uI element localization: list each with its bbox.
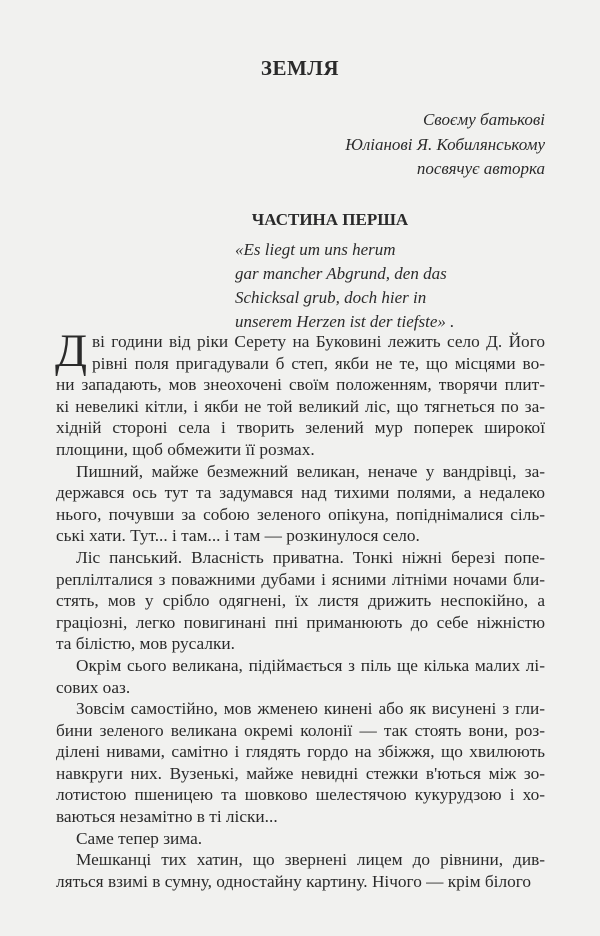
epigraph-line: Schicksal grub, doch hier in	[235, 288, 427, 307]
chapter-title: ЗЕМЛЯ	[260, 56, 340, 80]
paragraph	[56, 461, 545, 547]
text-line: сових оаз.	[56, 677, 131, 697]
part-title: ЧАСТИНА ПЕРША	[251, 210, 409, 229]
text-line: навкруги них. Вузенькі, майже невидні стежки в'ються між зо-	[56, 763, 545, 783]
dedication-line: посвячує авторка	[416, 159, 545, 178]
text-line: площини, щоб обмежити її розмах.	[56, 439, 315, 459]
dedication-line: Своєму батькові	[422, 110, 545, 129]
paragraph	[56, 331, 545, 461]
text-line: Ліс панський. Власність приватна. Тонкі ніжні березі попе-	[76, 547, 545, 567]
text-line: хідній стороні села і творить зелений мур поперек широкої	[56, 418, 545, 438]
text-line: бини зеленого великана окремі колонії — так стоять вони, роз-	[56, 720, 545, 740]
epigraph-line: unserem Herzen ist der tiefste» .	[235, 312, 455, 331]
text-line: рівні поля пригадували б степ, якби не те, що місцями во-	[92, 353, 545, 373]
text-line: та білістю, мов русалки.	[56, 634, 235, 654]
text-line: ни западають, мов знеохочені своїм положенням, творячи плит-	[56, 375, 545, 395]
text-line: ські хати. Тут... і там... і там — розкинулося село.	[56, 526, 420, 546]
text-line: Зовсім самостійно, мов жменею кинені або як висунені з гли-	[76, 699, 545, 719]
epigraph-line: gar mancher Abgrund, den das	[235, 264, 447, 283]
paragraph	[56, 547, 545, 655]
text-line: ві години від ріки Серету на Буковині лежить село Д. Його	[92, 332, 545, 351]
drop-cap: Д	[55, 325, 88, 377]
text-line: стять, мов у срібло одягнені, їх листя дрижить неспокійно, а	[56, 591, 545, 611]
paragraph	[56, 698, 545, 828]
text-line: Саме тепер зима.	[76, 828, 203, 848]
epigraph	[235, 238, 545, 334]
epigraph-line: «Es liegt um uns herum	[235, 240, 396, 259]
text-line: нього, почувши за собою зеленого опікуна, попіднімалися сіль-	[56, 504, 545, 524]
paragraph	[56, 828, 545, 850]
text-line: ділені нивами, самітно і глядять гордо на збіжжя, що хвилюють	[56, 742, 545, 762]
dedication-line: Юліанові Я. Кобилянському	[345, 134, 545, 154]
dedication	[345, 108, 545, 182]
paragraph	[56, 849, 545, 892]
text-line: кі невеликі кітли, і якби не той великий ліс, що тягнеться по за-	[56, 396, 545, 416]
text-line: Мешканці тих хатин, що звернені лицем до рівнини, див-	[76, 850, 545, 870]
text-line: реплілталися з поважними дубами і ясними літніми ночами бли-	[56, 569, 545, 589]
text-line: лотистою пшеницею та шовково шелестячою кукурудзою і хо-	[56, 785, 545, 805]
body-text	[55, 325, 545, 892]
text-line: держався ось тут та задумався над тихими полями, а недалеко	[56, 483, 545, 503]
text-line: граціозні, легко повигинані пні приманюють до себе ніжністю	[56, 612, 545, 632]
paragraph	[56, 655, 545, 698]
text-line: Окрім сього великана, підіймається з піль ще кілька малих лі-	[76, 655, 545, 675]
text-line: ваються незамітно в ті ліски...	[56, 807, 278, 827]
text-line: Пишний, майже безмежний великан, неначе у вандрівці, за-	[76, 461, 545, 481]
text-line: ляться взимі в сумну, одностайну картину. Нічого — крім білого	[56, 871, 532, 891]
